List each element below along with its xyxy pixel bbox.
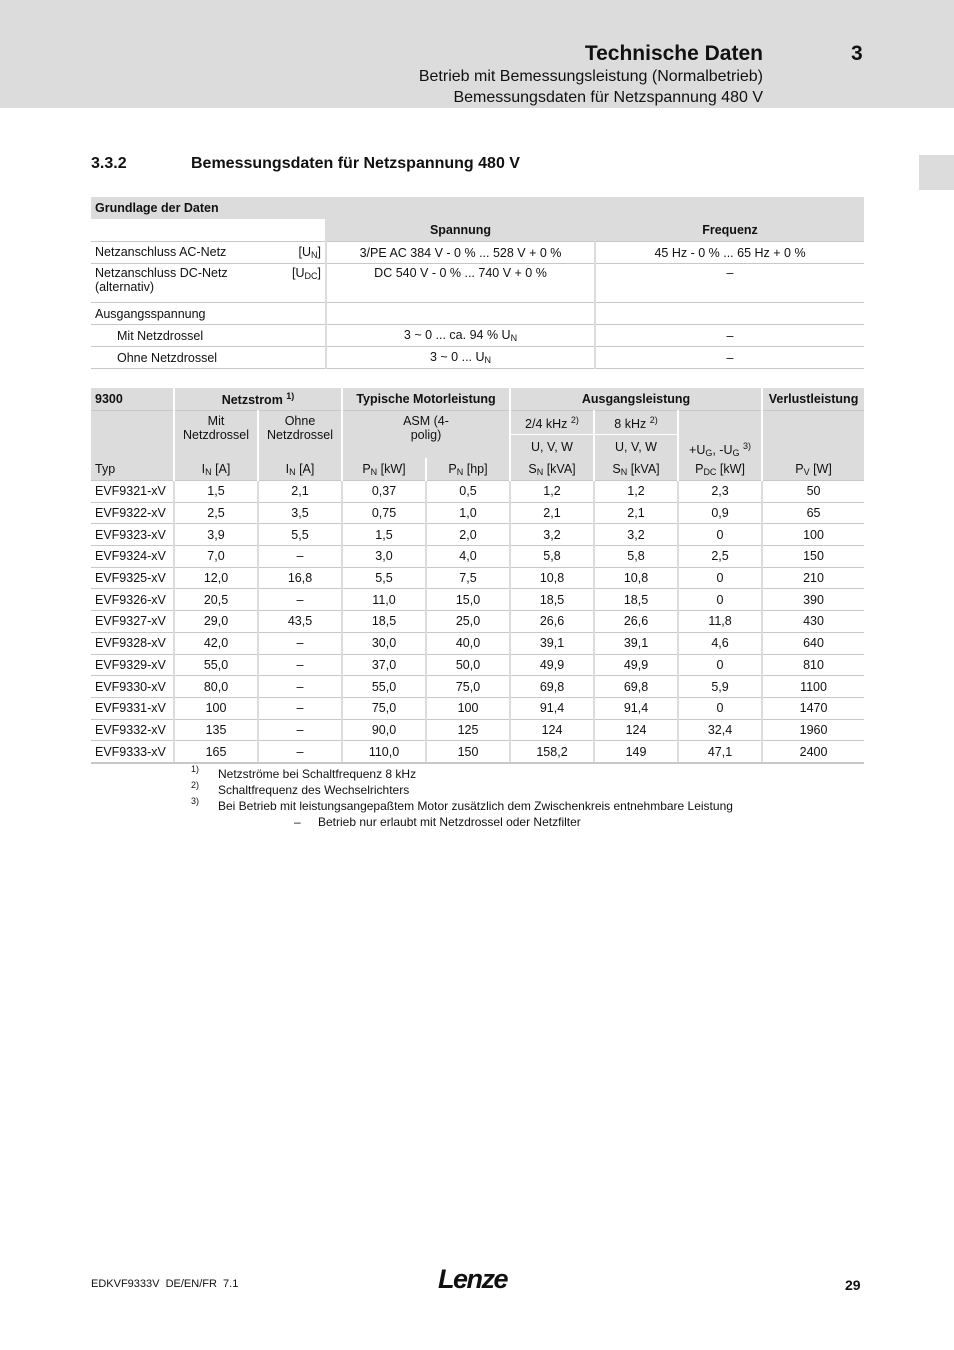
table-cell: 18,5 <box>594 589 678 611</box>
table-cell: 0 <box>678 697 762 719</box>
table-cell: 26,6 <box>510 611 594 633</box>
table-row <box>91 567 864 589</box>
table-cell: 42,0 <box>174 632 258 654</box>
table-cell: 80,0 <box>174 676 258 698</box>
rating-unit-pn-hp: $P_N$ [hp] <box>426 458 510 481</box>
table-cell: 5,9 <box>678 676 762 698</box>
basis-row-ac <box>91 242 864 264</box>
table-row <box>91 611 864 633</box>
table-cell: 2,0 <box>426 524 510 546</box>
table-cell: 100 <box>174 697 258 719</box>
table-cell: 2,5 <box>174 502 258 524</box>
table-cell: 11,8 <box>678 611 762 633</box>
table-cell: – <box>258 589 342 611</box>
table-cell-type: EVF9332-xV <box>91 719 174 741</box>
basis-frequency-with-choke: – <box>595 325 864 347</box>
rating-sub-loss-blank <box>762 411 864 459</box>
lenze-logo <box>438 1264 514 1294</box>
table-cell: 55,0 <box>174 654 258 676</box>
table-cell: 100 <box>426 697 510 719</box>
table-cell: 91,4 <box>510 697 594 719</box>
footer-doc-id: EDKVF9333V DE/EN/FR 7.1 <box>91 1278 239 1290</box>
table-cell: 3,9 <box>174 524 258 546</box>
table-cell: 18,5 <box>342 611 426 633</box>
rating-unit-sn-8: $S_N$ [kVA] <box>594 458 678 481</box>
table-cell: 20,5 <box>174 589 258 611</box>
table-cell: – <box>258 741 342 763</box>
table-cell: 75,0 <box>426 676 510 698</box>
table-row <box>91 481 864 503</box>
basis-symbol-udc: $[U_{DC}]$ <box>292 266 321 281</box>
table-cell: 100 <box>762 524 864 546</box>
rating-sub-24khz: 2/4 kHz $^{2)}$ <box>510 411 594 435</box>
rating-header-loss: Verlustleistung <box>762 388 864 411</box>
table-cell-type: EVF9328-xV <box>91 632 174 654</box>
table-cell: 0 <box>678 589 762 611</box>
basis-voltage-ac: 3/PE AC 384 V - 0 % ... 528 V + 0 % <box>326 242 595 264</box>
table-cell: 3,0 <box>342 546 426 568</box>
rating-unit-in-without: $I_N$ [A] <box>258 458 342 481</box>
section-title: Bemessungsdaten für Netzspannung 480 V <box>191 155 520 172</box>
table-cell-type: EVF9321-xV <box>91 481 174 503</box>
section-number: 3.3.2 <box>91 155 127 172</box>
table-cell: 2,3 <box>678 481 762 503</box>
basis-label-without-choke: Ohne Netzdrossel <box>91 347 326 369</box>
basis-frequency-without-choke: – <box>595 347 864 369</box>
basis-caption-row <box>91 197 864 219</box>
table-row <box>91 589 864 611</box>
table-cell: 390 <box>762 589 864 611</box>
table-cell-type: EVF9327-xV <box>91 611 174 633</box>
table-cell: 39,1 <box>594 632 678 654</box>
table-cell: – <box>258 632 342 654</box>
dash-note-text: Betrieb nur erlaubt mit Netzdrossel oder Netzfilter <box>318 815 581 829</box>
table-cell: 91,4 <box>594 697 678 719</box>
basis-frequency-dc: – <box>595 264 864 303</box>
basis-row-output <box>91 303 864 325</box>
table-cell: 150 <box>426 741 510 763</box>
table-cell: 5,8 <box>510 546 594 568</box>
table-cell: 1960 <box>762 719 864 741</box>
table-cell: 4,0 <box>426 546 510 568</box>
table-cell: 43,5 <box>258 611 342 633</box>
table-cell: 55,0 <box>342 676 426 698</box>
rating-unit-pv: $P_V$ [W] <box>762 458 864 481</box>
basis-row-with-choke <box>91 325 864 347</box>
table-cell: 10,8 <box>510 567 594 589</box>
table-cell: – <box>258 546 342 568</box>
table-cell: 90,0 <box>342 719 426 741</box>
table-cell: 0,37 <box>342 481 426 503</box>
table-cell: 124 <box>510 719 594 741</box>
basis-caption: Grundlage der Daten <box>91 197 864 219</box>
table-cell: 39,1 <box>510 632 594 654</box>
table-cell: – <box>258 697 342 719</box>
table-cell: 12,0 <box>174 567 258 589</box>
table-cell: 149 <box>594 741 678 763</box>
table-cell-type: EVF9322-xV <box>91 502 174 524</box>
rating-sub-asm: ASM (4-polig) <box>342 411 510 459</box>
rating-header-row-2 <box>91 411 864 435</box>
basis-label-ac: Netzanschluss AC-Netz <box>95 245 227 259</box>
basis-header-voltage: Spannung <box>326 219 595 242</box>
basis-frequency-ac: 45 Hz - 0 % ... 65 Hz + 0 % <box>595 242 864 264</box>
rating-sub-ug: $+U_G$, $-U_G$ $^{3)}$ <box>678 411 762 459</box>
table-cell: 30,0 <box>342 632 426 654</box>
table-cell: 26,6 <box>594 611 678 633</box>
table-cell: 47,1 <box>678 741 762 763</box>
table-cell: 110,0 <box>342 741 426 763</box>
basis-row-label <box>91 242 326 264</box>
table-cell: 1,0 <box>426 502 510 524</box>
basis-voltage-without-choke: 3 ~ 0 ... $U_N$ <box>326 347 595 369</box>
rating-table <box>91 388 864 764</box>
table-cell: 810 <box>762 654 864 676</box>
table-cell: 37,0 <box>342 654 426 676</box>
table-cell: 3,5 <box>258 502 342 524</box>
rating-unit-row <box>91 458 864 481</box>
table-cell: 69,8 <box>594 676 678 698</box>
table-cell: 0 <box>678 654 762 676</box>
table-cell: – <box>258 654 342 676</box>
table-cell-type: EVF9325-xV <box>91 567 174 589</box>
table-cell: 25,0 <box>426 611 510 633</box>
table-row <box>91 676 864 698</box>
rating-unit-pn-kw: $P_N$ [kW] <box>342 458 426 481</box>
rating-header-row-1 <box>91 388 864 411</box>
svg-text:Lenze: Lenze <box>438 1264 508 1294</box>
rating-sub-without-choke: Ohne Netzdrossel <box>258 411 342 459</box>
table-cell: 150 <box>762 546 864 568</box>
chapter-number: 3 <box>851 42 863 65</box>
basis-label-dc: Netzanschluss DC-Netz (alternativ) <box>95 266 228 294</box>
rating-data-body <box>91 481 864 763</box>
page-title: Technische Daten <box>584 42 763 65</box>
table-cell: 7,5 <box>426 567 510 589</box>
table-cell: 1100 <box>762 676 864 698</box>
table-cell: 1470 <box>762 697 864 719</box>
table-cell: 1,2 <box>510 481 594 503</box>
table-cell: 32,4 <box>678 719 762 741</box>
page-subtitle-1: Betrieb mit Bemessungsleistung (Normalbetrieb) <box>418 68 763 85</box>
basis-header-row <box>91 219 864 242</box>
table-cell: 49,9 <box>594 654 678 676</box>
table-row <box>91 632 864 654</box>
table-cell: – <box>258 719 342 741</box>
table-cell: 125 <box>426 719 510 741</box>
basis-header-empty <box>91 219 326 242</box>
table-cell: 1,5 <box>342 524 426 546</box>
table-cell-type: EVF9331-xV <box>91 697 174 719</box>
table-cell: 3,2 <box>510 524 594 546</box>
table-row <box>91 719 864 741</box>
table-cell: 0 <box>678 524 762 546</box>
table-cell: 10,8 <box>594 567 678 589</box>
table-cell: 4,6 <box>678 632 762 654</box>
table-cell: 16,8 <box>258 567 342 589</box>
basis-frequency-output <box>595 303 864 325</box>
table-cell: 0,9 <box>678 502 762 524</box>
rating-sub-8khz: 8 kHz $^{2)}$ <box>594 411 678 435</box>
rating-sub-with-choke: Mit Netzdrossel <box>174 411 258 459</box>
rating-sub-uvw-1: U, V, W <box>510 435 594 459</box>
rating-header-blank <box>91 411 174 459</box>
basis-data-table <box>91 197 864 369</box>
table-cell: 2400 <box>762 741 864 763</box>
rating-unit-in-with: $I_N$ [A] <box>174 458 258 481</box>
dash-note-mark: – <box>294 815 301 829</box>
table-cell: 11,0 <box>342 589 426 611</box>
basis-row-label <box>91 264 326 303</box>
basis-voltage-dc: DC 540 V - 0 % ... 740 V + 0 % <box>326 264 595 303</box>
page-subtitle-2: Bemessungsdaten für Netzspannung 480 V <box>453 89 763 106</box>
basis-row-dc <box>91 264 864 303</box>
table-cell-type: EVF9329-xV <box>91 654 174 676</box>
table-row <box>91 546 864 568</box>
table-cell-type: EVF9323-xV <box>91 524 174 546</box>
table-cell: 15,0 <box>426 589 510 611</box>
table-cell: 430 <box>762 611 864 633</box>
table-cell-type: EVF9326-xV <box>91 589 174 611</box>
basis-voltage-output <box>326 303 595 325</box>
table-row <box>91 697 864 719</box>
basis-label-output: Ausgangsspannung <box>91 303 326 325</box>
rating-header-mains-current: Netzstrom $^{1)}$ <box>174 388 342 411</box>
table-cell: 124 <box>594 719 678 741</box>
table-cell: 640 <box>762 632 864 654</box>
rating-header-output-power: Ausgangsleistung <box>510 388 762 411</box>
table-cell-type: EVF9324-xV <box>91 546 174 568</box>
table-cell: 5,8 <box>594 546 678 568</box>
table-cell: 49,9 <box>510 654 594 676</box>
table-cell: 3,2 <box>594 524 678 546</box>
chapter-side-tab <box>919 155 954 190</box>
table-cell: 65 <box>762 502 864 524</box>
table-cell: 50,0 <box>426 654 510 676</box>
rating-header-motor-power: Typische Motorleistung <box>342 388 510 411</box>
table-row <box>91 524 864 546</box>
table-cell: 2,5 <box>678 546 762 568</box>
table-cell: 5,5 <box>258 524 342 546</box>
table-cell: 5,5 <box>342 567 426 589</box>
table-cell: 165 <box>174 741 258 763</box>
table-row <box>91 741 864 763</box>
page-number: 29 <box>845 1277 861 1293</box>
rating-sub-uvw-2: U, V, W <box>594 435 678 459</box>
table-cell: 2,1 <box>258 481 342 503</box>
table-cell: 158,2 <box>510 741 594 763</box>
basis-label-with-choke: Mit Netzdrossel <box>91 325 326 347</box>
basis-voltage-with-choke: 3 ~ 0 ... ca. 94 % $U_N$ <box>326 325 595 347</box>
table-cell-type: EVF9333-xV <box>91 741 174 763</box>
basis-header-frequency: Frequenz <box>595 219 864 242</box>
table-cell: 135 <box>174 719 258 741</box>
table-cell: 0 <box>678 567 762 589</box>
table-cell: – <box>258 676 342 698</box>
table-cell: 1,2 <box>594 481 678 503</box>
rating-unit-pdc: $P_{DC}$ [kW] <box>678 458 762 481</box>
table-cell: 50 <box>762 481 864 503</box>
table-cell: 2,1 <box>594 502 678 524</box>
table-cell: 7,0 <box>174 546 258 568</box>
table-cell-type: EVF9330-xV <box>91 676 174 698</box>
table-cell: 29,0 <box>174 611 258 633</box>
table-cell: 40,0 <box>426 632 510 654</box>
table-row <box>91 502 864 524</box>
table-cell: 2,1 <box>510 502 594 524</box>
basis-row-without-choke <box>91 347 864 369</box>
basis-symbol-un: $[U_N]$ <box>298 245 321 260</box>
table-cell: 1,5 <box>174 481 258 503</box>
table-cell: 75,0 <box>342 697 426 719</box>
table-cell: 69,8 <box>510 676 594 698</box>
rating-header-series: 9300 <box>91 388 174 411</box>
table-cell: 0,75 <box>342 502 426 524</box>
rating-unit-sn-24: $S_N$ [kVA] <box>510 458 594 481</box>
table-row <box>91 654 864 676</box>
table-cell: 18,5 <box>510 589 594 611</box>
table-cell: 0,5 <box>426 481 510 503</box>
rating-unit-type: Typ <box>91 458 174 481</box>
table-cell: 210 <box>762 567 864 589</box>
